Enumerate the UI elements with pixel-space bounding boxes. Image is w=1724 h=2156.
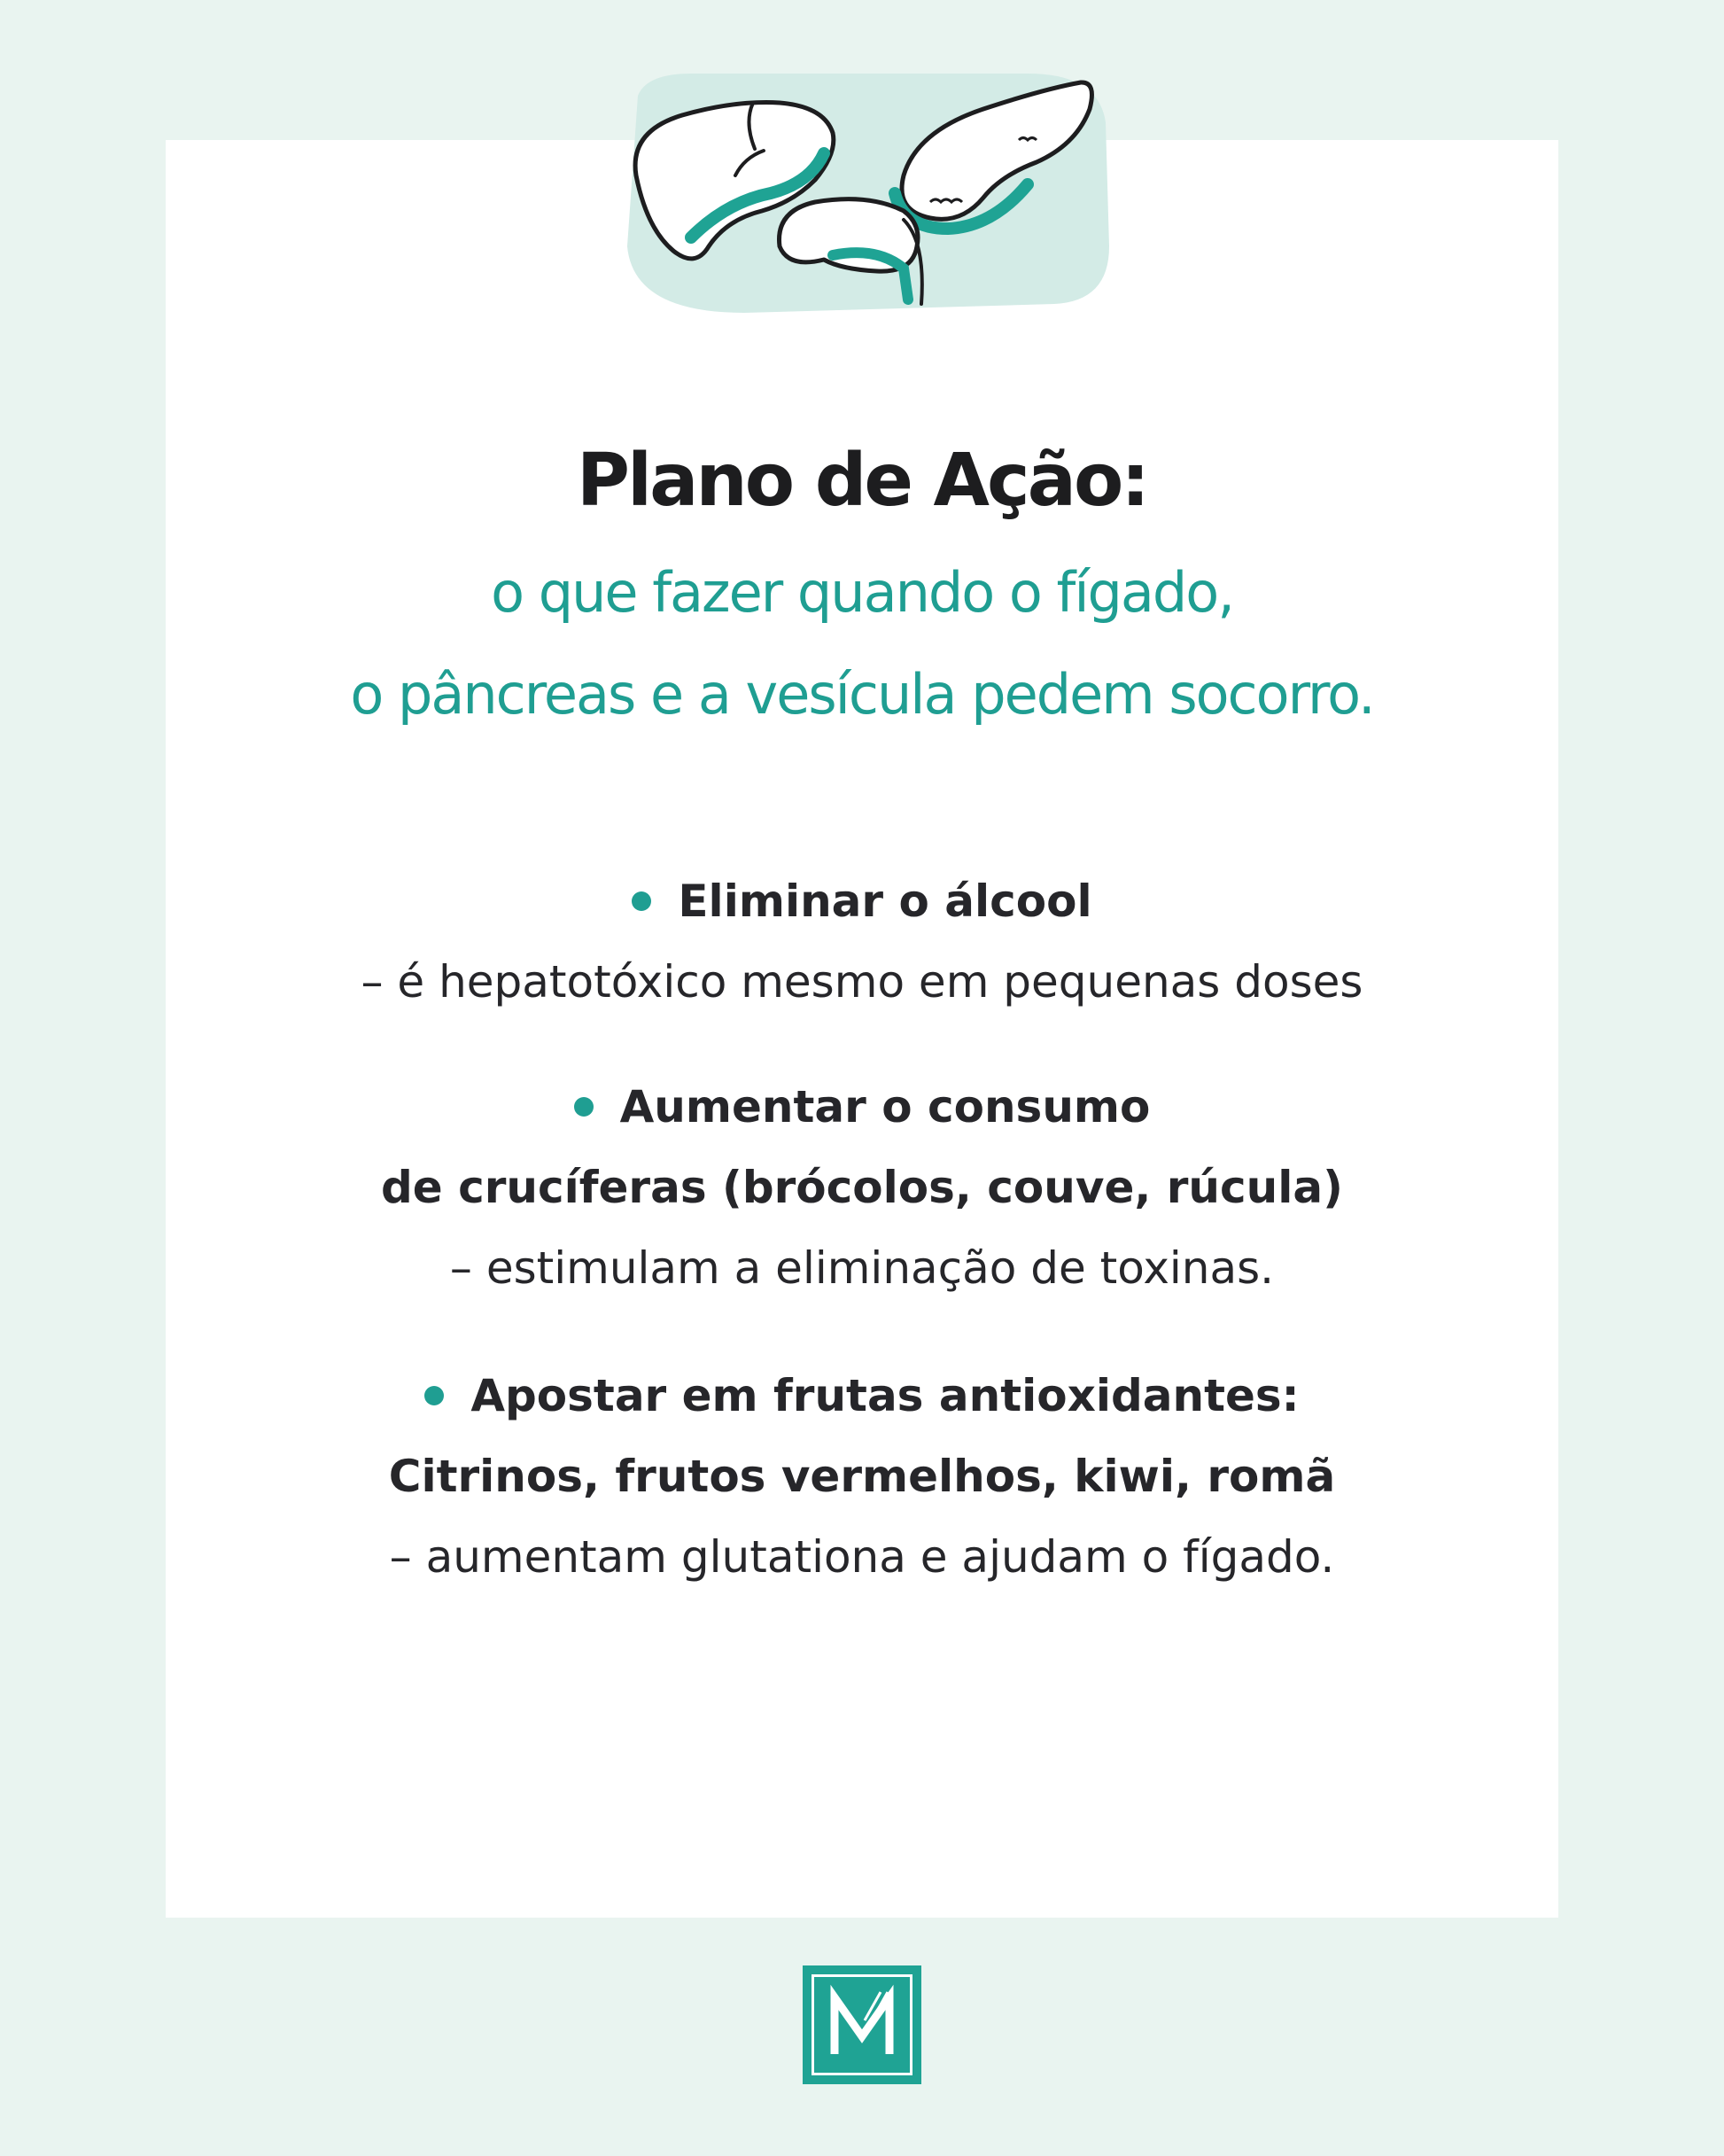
page-title: Plano de Ação: — [576, 439, 1148, 523]
bullet-icon — [632, 891, 651, 911]
bullet-icon — [424, 1386, 444, 1405]
list-item-heading-cont: Citrinos, frutos vermelhos, kiwi, romã — [388, 1451, 1336, 1502]
m-logo-icon — [803, 1965, 921, 2084]
list-item-detail: – estimulam a eliminação de toxinas. — [449, 1242, 1275, 1294]
list-item-heading — [0, 1081, 1724, 1132]
list-item-detail: – aumentam glutationa e ajudam o fígado. — [389, 1531, 1335, 1583]
bullet-icon — [574, 1097, 594, 1117]
list-item-detail: – é hepatotóxico mesmo em pequenas doses — [361, 956, 1363, 1008]
list-item-heading — [0, 876, 1724, 927]
list-item-heading — [0, 1370, 1724, 1421]
list-item-heading-text: Eliminar o álcool — [678, 876, 1092, 927]
subtitle-line-2: o pâncreas e a vesícula pedem socorro. — [350, 662, 1374, 727]
list-item-heading-text: Aumentar o consumo — [619, 1081, 1151, 1132]
logo-mark — [803, 1965, 921, 2084]
list-item-heading-text: Apostar em frutas antioxidantes: — [470, 1370, 1300, 1421]
content-card — [166, 140, 1558, 1918]
list-item-heading-cont: de crucíferas (brócolos, couve, rúcula) — [380, 1162, 1343, 1213]
subtitle-line-1: o que fazer quando o fígado, — [491, 560, 1233, 625]
liver-pancreas-gallbladder-icon — [611, 69, 1116, 317]
